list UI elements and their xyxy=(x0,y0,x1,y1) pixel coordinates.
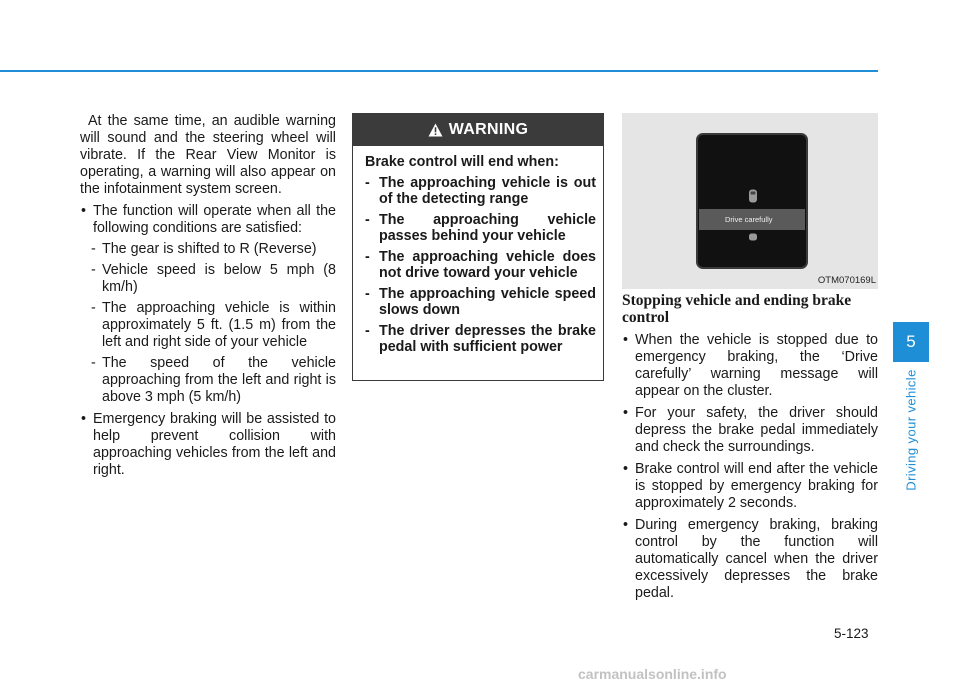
list-item: • When the vehicle is stopped due to emergency braking, the ‘Drive carefully’ warning message will appear on the cluster. xyxy=(623,332,878,399)
warning-item: - The approaching vehicle is out of the detecting range xyxy=(365,175,596,207)
warning-header xyxy=(353,114,603,146)
drive-carefully-message: Drive carefully xyxy=(699,209,805,230)
list-item: • For your safety, the driver should depress the brake pedal immediately and check the surroundings. xyxy=(623,405,878,455)
warning-box xyxy=(352,113,604,381)
list-item: • During emergency braking, braking control by the function will automatically cancel when the driver excessively depresses the brake pedal. xyxy=(623,517,878,601)
list-item: • Brake control will end after the vehicle is stopped by emergency braking for approximately 2 seconds. xyxy=(623,461,878,511)
chapter-tab: 5 xyxy=(893,322,929,362)
operating-conditions-bullet: • The function will operate when all the following conditions are satisfied: xyxy=(81,203,336,236)
header-rule xyxy=(0,70,878,72)
vehicle-top-icon xyxy=(748,189,758,203)
vehicle-rear-icon xyxy=(748,233,758,241)
watermark: carmanualsonline.info xyxy=(578,666,727,682)
warning-item: - The approaching vehicle passes behind your vehicle xyxy=(365,212,596,244)
emergency-braking-bullet: • Emergency braking will be assisted to help prevent collision with approaching vehicles from the left and right. xyxy=(81,411,336,478)
page-number: 5-123 xyxy=(834,626,869,641)
warning-triangle-icon xyxy=(428,123,443,137)
intro-paragraph: At the same time, an audible warning will sound and the steering wheel will vibrate. If the Rear View Monitor is operating, a warning will also appear on the infotainment system screen. xyxy=(80,113,336,197)
condition-item: - The approaching vehicle is within approximately 5 ft. (1.5 m) from the left and right side of your vehicle xyxy=(91,300,336,350)
warning-body xyxy=(353,146,603,355)
warning-item: - The approaching vehicle speed slows down xyxy=(365,286,596,318)
warning-item: - The driver depresses the brake pedal with sufficient power xyxy=(365,323,596,355)
left-column xyxy=(80,113,336,479)
chapter-title: Driving your vehicle xyxy=(903,369,919,491)
warning-title: WARNING xyxy=(448,121,529,138)
section-heading: Stopping vehicle and ending brake control xyxy=(622,292,852,326)
condition-item: - The speed of the vehicle approaching from the left and right is above 3 mph (5 km/h) xyxy=(91,355,336,405)
right-column xyxy=(622,292,878,602)
instrument-cluster xyxy=(696,133,808,269)
warning-item: - The approaching vehicle does not drive toward your vehicle xyxy=(365,249,596,281)
figure-code: OTM070169L xyxy=(817,275,876,286)
cluster-figure xyxy=(622,113,878,289)
condition-item: - Vehicle speed is below 5 mph (8 km/h) xyxy=(91,262,336,295)
condition-item: - The gear is shifted to R (Reverse) xyxy=(91,241,317,257)
warning-lead: Brake control will end when: xyxy=(365,154,559,170)
